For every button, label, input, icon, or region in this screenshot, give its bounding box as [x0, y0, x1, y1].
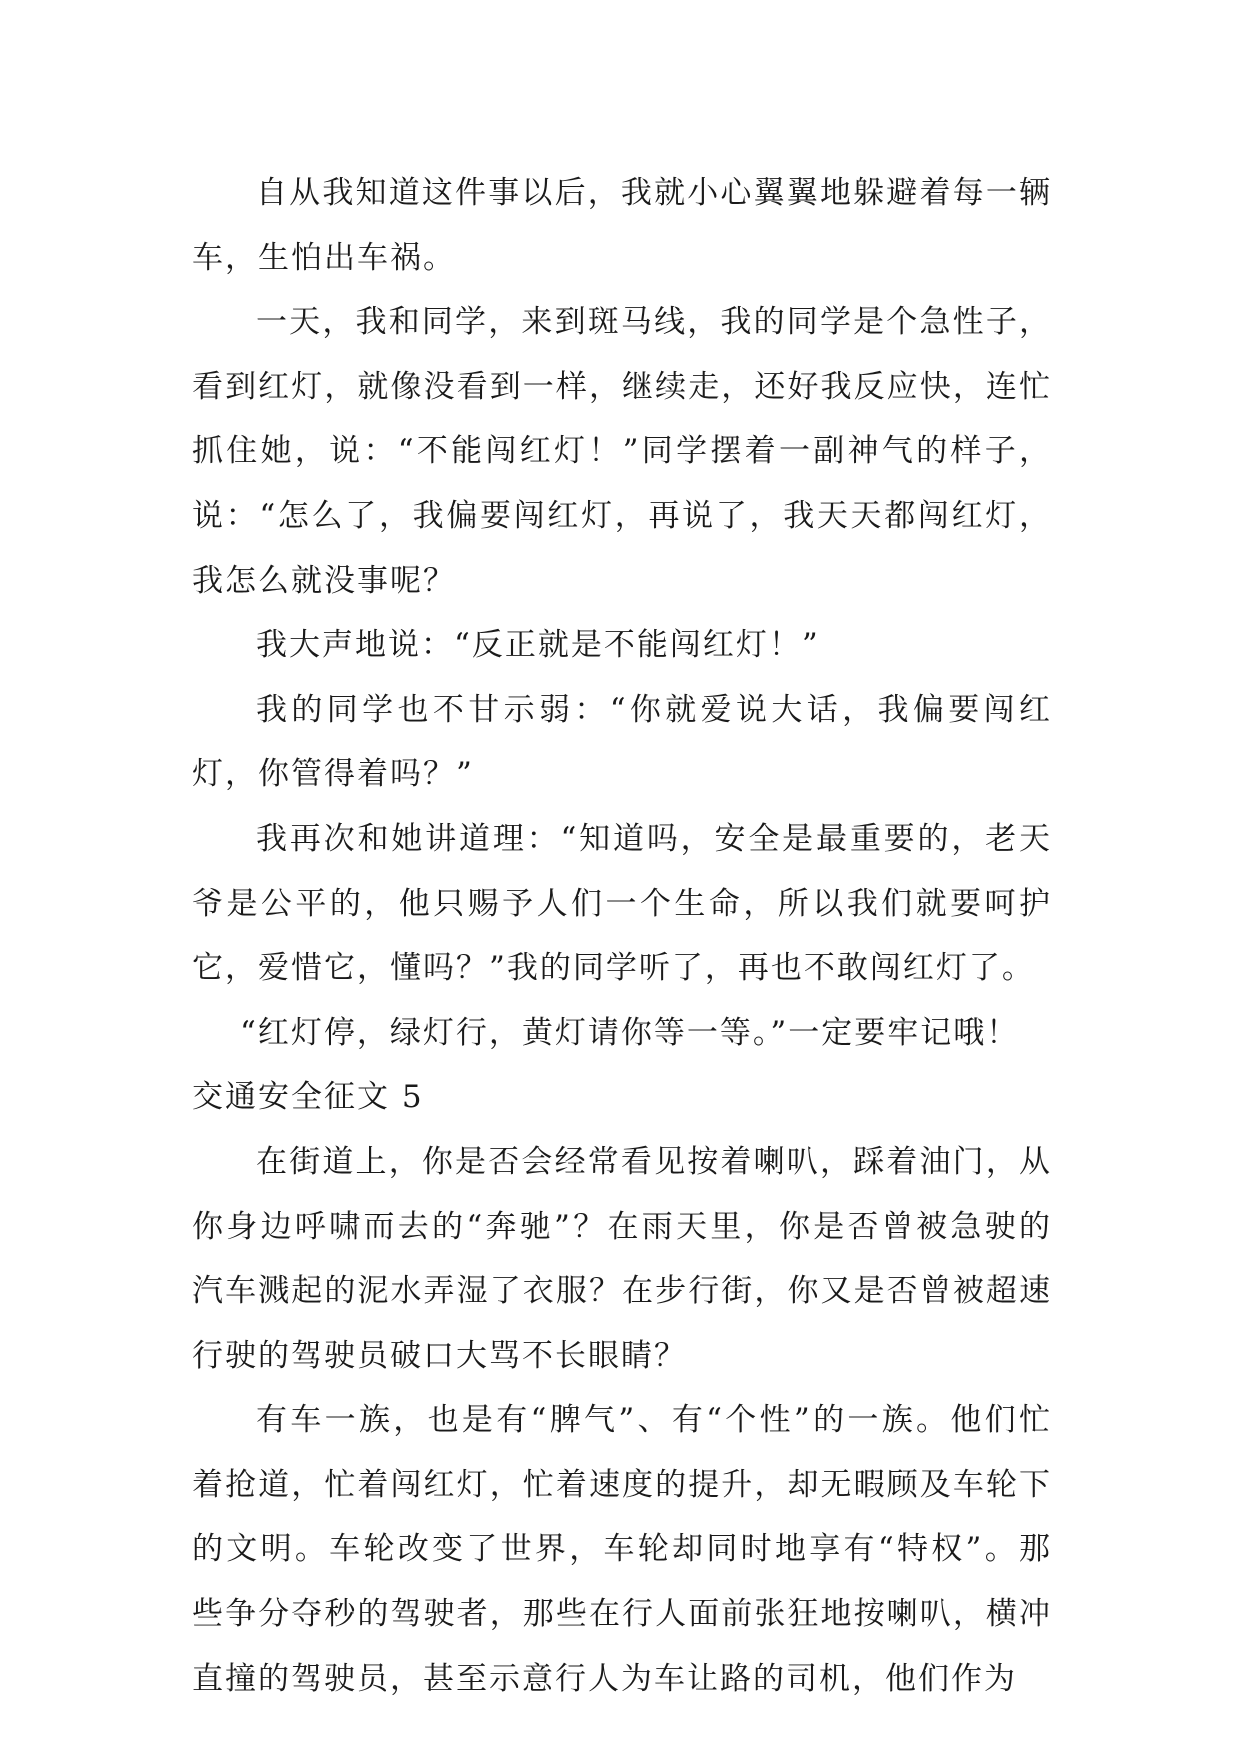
paragraph: “红灯停，绿灯行，黄灯请你等一等。”一定要牢记哦！ — [240, 1014, 1020, 1051]
paragraph: 自从我知道这件事以后，我就小心翼翼地躲避着每一辆车，生怕出车祸。 — [192, 175, 1052, 276]
paragraph: 有车一族，也是有“脾气”、有“个性”的一族。他们忙着抢道，忙着闯红灯，忙着速度的提升，却无暇顾及车轮下的文明。车轮改变了世界，车轮却同时地享有“特权”。那些争分夺秒的驾驶者，那些在行人面前张狂地按喇叭，横冲直撞的驾驶员，甚至示意行人为车让路的司机，他们作为 — [192, 1402, 1052, 1697]
document-body — [192, 161, 1052, 1711]
paragraph: 一天，我和同学，来到斑马线，我的同学是个急性子，看到红灯，就像没看到一样，继续走，还好我反应快，连忙抓住她，说：“不能闯红灯！”同学摆着一副神气的样子，说：“怎么了，我偏要闯红灯，再说了，我天天都闯红灯，我怎么就没事呢？ — [192, 304, 1052, 599]
paragraph: 我再次和她讲道理：“知道吗，安全是最重要的，老天爷是公平的，他只赐予人们一个生命，所以我们就要呵护它，爱惜它，懂吗？”我的同学听了，再也不敢闯红灯了。 — [192, 820, 1052, 987]
paragraph: 我的同学也不甘示弱：“你就爱说大话，我偏要闯红灯，你管得着吗？” — [192, 691, 1052, 793]
paragraph: 我大声地说：“反正就是不能闯红灯！” — [256, 627, 820, 664]
section-heading: 交通安全征文 5 — [192, 1079, 424, 1116]
paragraph: 在街道上，你是否会经常看见按着喇叭，踩着油门，从你身边呼啸而去的“奔驰”？在雨天里，你是否曾被急驶的汽车溅起的泥水弄湿了衣服？在步行街，你又是否曾被超速行驶的驾驶员破口大骂不长眼睛？ — [192, 1143, 1052, 1374]
